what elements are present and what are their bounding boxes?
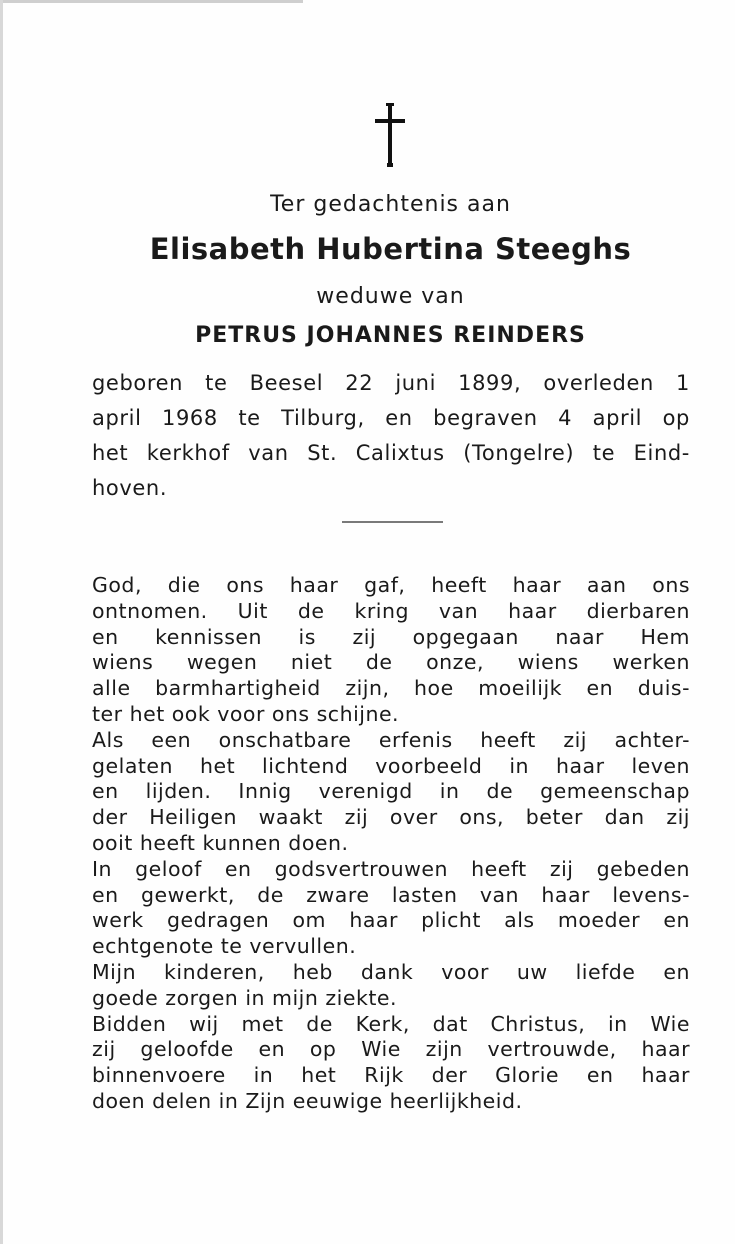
intro-text: Ter gedachtenis aan xyxy=(270,192,511,217)
prayer-line: der Heiligen waakt zij over ons, beter dan zij xyxy=(92,805,690,830)
prayer-line: ooit heeft kunnen doen. xyxy=(92,830,349,855)
prayer-line: werk gedragen om haar plicht als moeder en xyxy=(92,908,690,933)
prayer-text xyxy=(92,573,690,1115)
prayer-line: ter het ook voor ons schijne. xyxy=(92,701,400,726)
deceased-name: Elisabeth Hubertina Steeghs xyxy=(149,232,632,266)
prayer-line: en kennissen is zij opgegaan naar Hem xyxy=(92,624,690,649)
prayer-line: gelaten het lichtend voorbeeld in haar leven xyxy=(92,753,690,778)
card-edge xyxy=(3,0,303,3)
prayer-line: ontnomen. Uit de kring van haar dierbaren xyxy=(92,598,690,623)
prayer-line: binnenvoere in het Rijk der Glorie en haar xyxy=(92,1063,690,1088)
prayer-line: echtgenote te vervullen. xyxy=(92,934,357,959)
prayer-line: doen delen in Zijn eeuwige heerlijkheid. xyxy=(92,1088,523,1113)
prayer-line: goede zorgen in mijn ziekte. xyxy=(92,985,397,1010)
biography xyxy=(92,366,690,506)
prayer-line: Als een onschatbare erfenis heeft zij achter- xyxy=(92,727,690,752)
relation-text: weduwe van xyxy=(316,284,465,309)
prayer-line: en lijden. Innig verenigd in de gemeenschap xyxy=(92,779,690,804)
bio-line: geboren te Beesel 22 juni 1899, overleden 1 xyxy=(92,371,690,395)
divider xyxy=(342,521,443,523)
bio-line: april 1968 te Tilburg, en begraven 4 april op xyxy=(92,406,690,430)
prayer-line: en gewerkt, de zware lasten van haar levens- xyxy=(92,882,690,907)
prayer-line: God, die ons haar gaf, heeft haar aan ons xyxy=(92,573,690,597)
prayer-line: Bidden wij met de Kerk, dat Christus, in Wie xyxy=(92,1011,690,1036)
prayer-line: wiens wegen niet de onze, wiens werken xyxy=(92,650,690,675)
cross-icon xyxy=(375,103,405,167)
prayer-line: zij geloofde en op Wie zijn vertrouwde, haar xyxy=(92,1037,690,1062)
prayer-line: Mijn kinderen, heb dank voor uw liefde en xyxy=(92,959,690,984)
bio-line: hoven. xyxy=(92,476,168,500)
spouse-name: PETRUS JOHANNES REINDERS xyxy=(195,323,586,348)
bio-line: het kerkhof van St. Calixtus (Tongelre) te Eind- xyxy=(92,441,690,465)
prayer-line: In geloof en godsvertrouwen heeft zij gebeden xyxy=(92,856,690,881)
prayer-line: alle barmhartigheid zijn, hoe moeilijk en duis- xyxy=(92,676,690,701)
